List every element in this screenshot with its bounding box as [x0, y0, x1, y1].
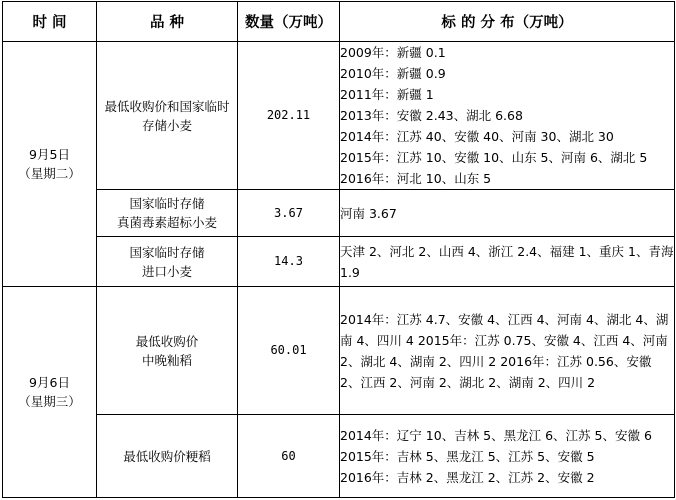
- header-time: 时 间: [3, 2, 97, 42]
- distribution-line: 2013年：安徽 2.43、湖北 6.68: [340, 108, 523, 123]
- distribution-cell: [340, 190, 675, 237]
- distribution-line: 2011年：新疆 1: [340, 87, 434, 102]
- quantity-cell: 202.11: [238, 42, 340, 190]
- date-cell-day1: [3, 42, 97, 287]
- quantity-cell: 14.3: [238, 237, 340, 287]
- table-row: [3, 190, 675, 237]
- distribution-text: 2014年：江苏 4.7、安徽 4、江西 4、河南 4、湖北 4、湖南 4、四川 4 2015年：江苏 0.75、安徽 4、江西 4、河南 2、湖北 4、湖南 2、四川 2 2016年：江苏 0.56、安徽 2、江西 2、河南 2、湖北 2、湖南 2、四川 2: [340, 311, 669, 390]
- variety-line: 真菌毒素超标小麦: [116, 215, 217, 230]
- variety-cell: [97, 237, 238, 287]
- variety-line: 进口小麦: [141, 263, 192, 279]
- distribution-text: 河南 3.67: [340, 205, 397, 221]
- date-cell-day2: [3, 287, 97, 498]
- quantity-cell: 3.67: [238, 190, 340, 237]
- variety-line: 国家临时存储: [129, 196, 205, 211]
- variety-line: 国家临时存储: [129, 244, 205, 260]
- distribution-line: 2014年：辽宁 10、吉林 5、黑龙江 6、江苏 5、安徽 6: [340, 427, 652, 443]
- header-variety: 品 种: [97, 2, 238, 42]
- distribution-line: 2016年：吉林 2、黑龙江 2、江苏 2、安徽 2: [340, 469, 595, 485]
- distribution-line: 2016年：河北 10、山东 5: [340, 171, 492, 186]
- quantity-cell: 60: [238, 415, 340, 498]
- distribution-cell: [340, 237, 675, 287]
- date-label: 9月5日: [29, 147, 70, 162]
- header-distribution: 标 的 分 布（万吨）: [340, 2, 675, 42]
- variety-cell: 最低收购价粳稻: [97, 415, 238, 498]
- distribution-text: 天津 2、河北 2、山西 4、浙江 2.4、福建 1、重庆 1、青海 1.9: [340, 243, 674, 280]
- variety-cell: [97, 287, 238, 415]
- header-row: [3, 2, 675, 42]
- auction-schedule-table: [2, 1, 675, 498]
- quantity-cell: 60.01: [238, 287, 340, 415]
- header-quantity: 数量（万吨）: [238, 2, 340, 42]
- variety-cell: 最低收购价和国家临时存储小麦: [97, 42, 238, 190]
- variety-line: 中晚籼稻: [141, 352, 192, 368]
- distribution-line: 2014年：江苏 40、安徽 40、河南 30、湖北 30: [340, 129, 614, 144]
- distribution-line: 2015年：江苏 10、安徽 10、山东 5、河南 6、湖北 5: [340, 150, 648, 165]
- date-label: 9月6日: [29, 375, 70, 390]
- weekday-label: （星期三）: [18, 394, 81, 409]
- variety-cell: [97, 190, 238, 237]
- table-row: [3, 415, 675, 498]
- distribution-line: 2009年：新疆 0.1: [340, 45, 446, 60]
- table-row: [3, 287, 675, 415]
- distribution-cell: [340, 287, 675, 415]
- distribution-line: 2015年：吉林 5、黑龙江 5、江苏 5、安徽 5: [340, 448, 595, 464]
- table-row: [3, 237, 675, 287]
- distribution-cell: [340, 42, 675, 190]
- weekday-label: （星期二）: [18, 166, 81, 181]
- variety-line: 最低收购价: [135, 333, 199, 349]
- distribution-cell: [340, 415, 675, 498]
- table-row: [3, 42, 675, 190]
- distribution-line: 2010年：新疆 0.9: [340, 66, 446, 81]
